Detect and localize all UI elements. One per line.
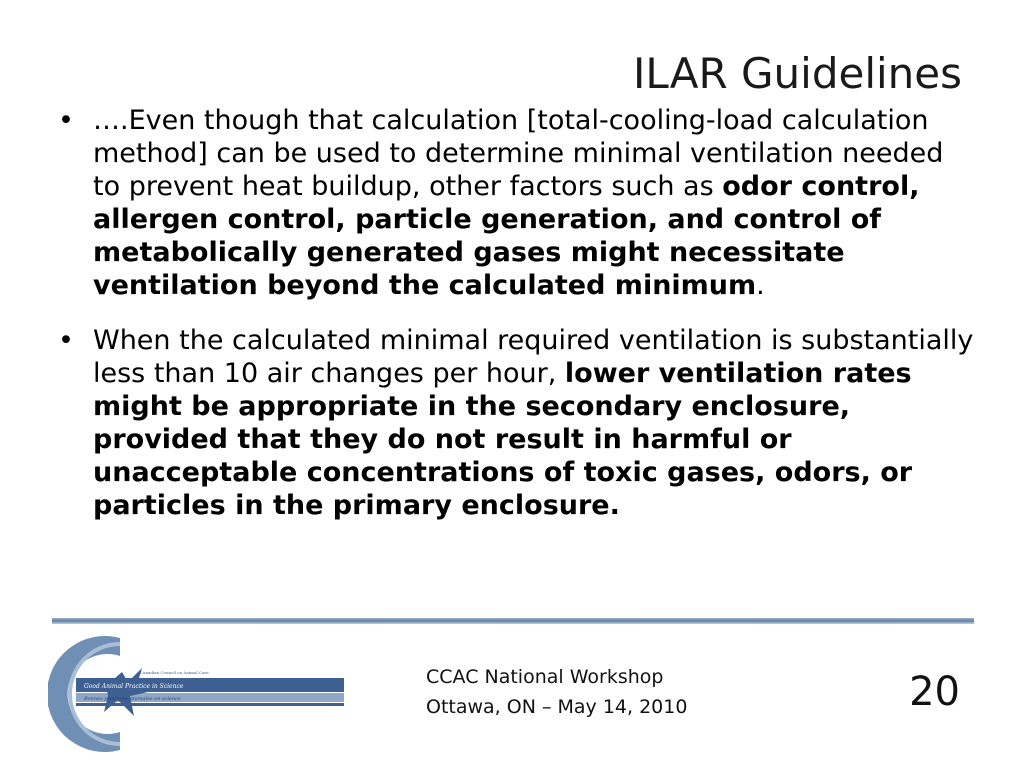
bullet-list: [58, 104, 978, 544]
footer-divider: [52, 618, 974, 624]
bullet-text-end: .: [756, 270, 765, 301]
bullet-text: ….Even though that calculation [total-cooling-load calculation method] can be used to determine minimal ventilation needed to prevent heat buildup, other factors such as: [93, 105, 944, 202]
bullet-bold-text: odor control, allergen control, particle generation, and control of metabolically generated gases might necessitate ventilation beyond the calculated minimum: [93, 171, 920, 301]
bullet-text: When the calculated minimal required ventilation is substantially less than 10 air changes per hour,: [93, 325, 974, 389]
footer-event: CCAC National Workshop: [426, 666, 664, 688]
logo-band-text: Good Animal Practice in Science: [84, 683, 184, 690]
logo-band-text-fr: Bonnes pratiques animales en science: [84, 696, 181, 702]
slide-title: ILAR Guidelines: [632, 49, 962, 98]
ccac-logo-icon: [48, 634, 348, 758]
bullet-item-1: [58, 104, 978, 302]
logo-org-text: Canadian Council on Animal Care: [140, 670, 209, 675]
bullet-item-2: [58, 324, 978, 522]
footer-location-date: Ottawa, ON – May 14, 2010: [426, 696, 688, 718]
footer-info: [426, 662, 687, 722]
bullet-bold-text: lower ventilation rates might be appropriate in the secondary enclosure, provided that they do not result in harmful or unacceptable concentrations of toxic gases, odors, or particles in the primary enclosure.: [93, 358, 913, 521]
page-number: 20: [909, 669, 960, 715]
